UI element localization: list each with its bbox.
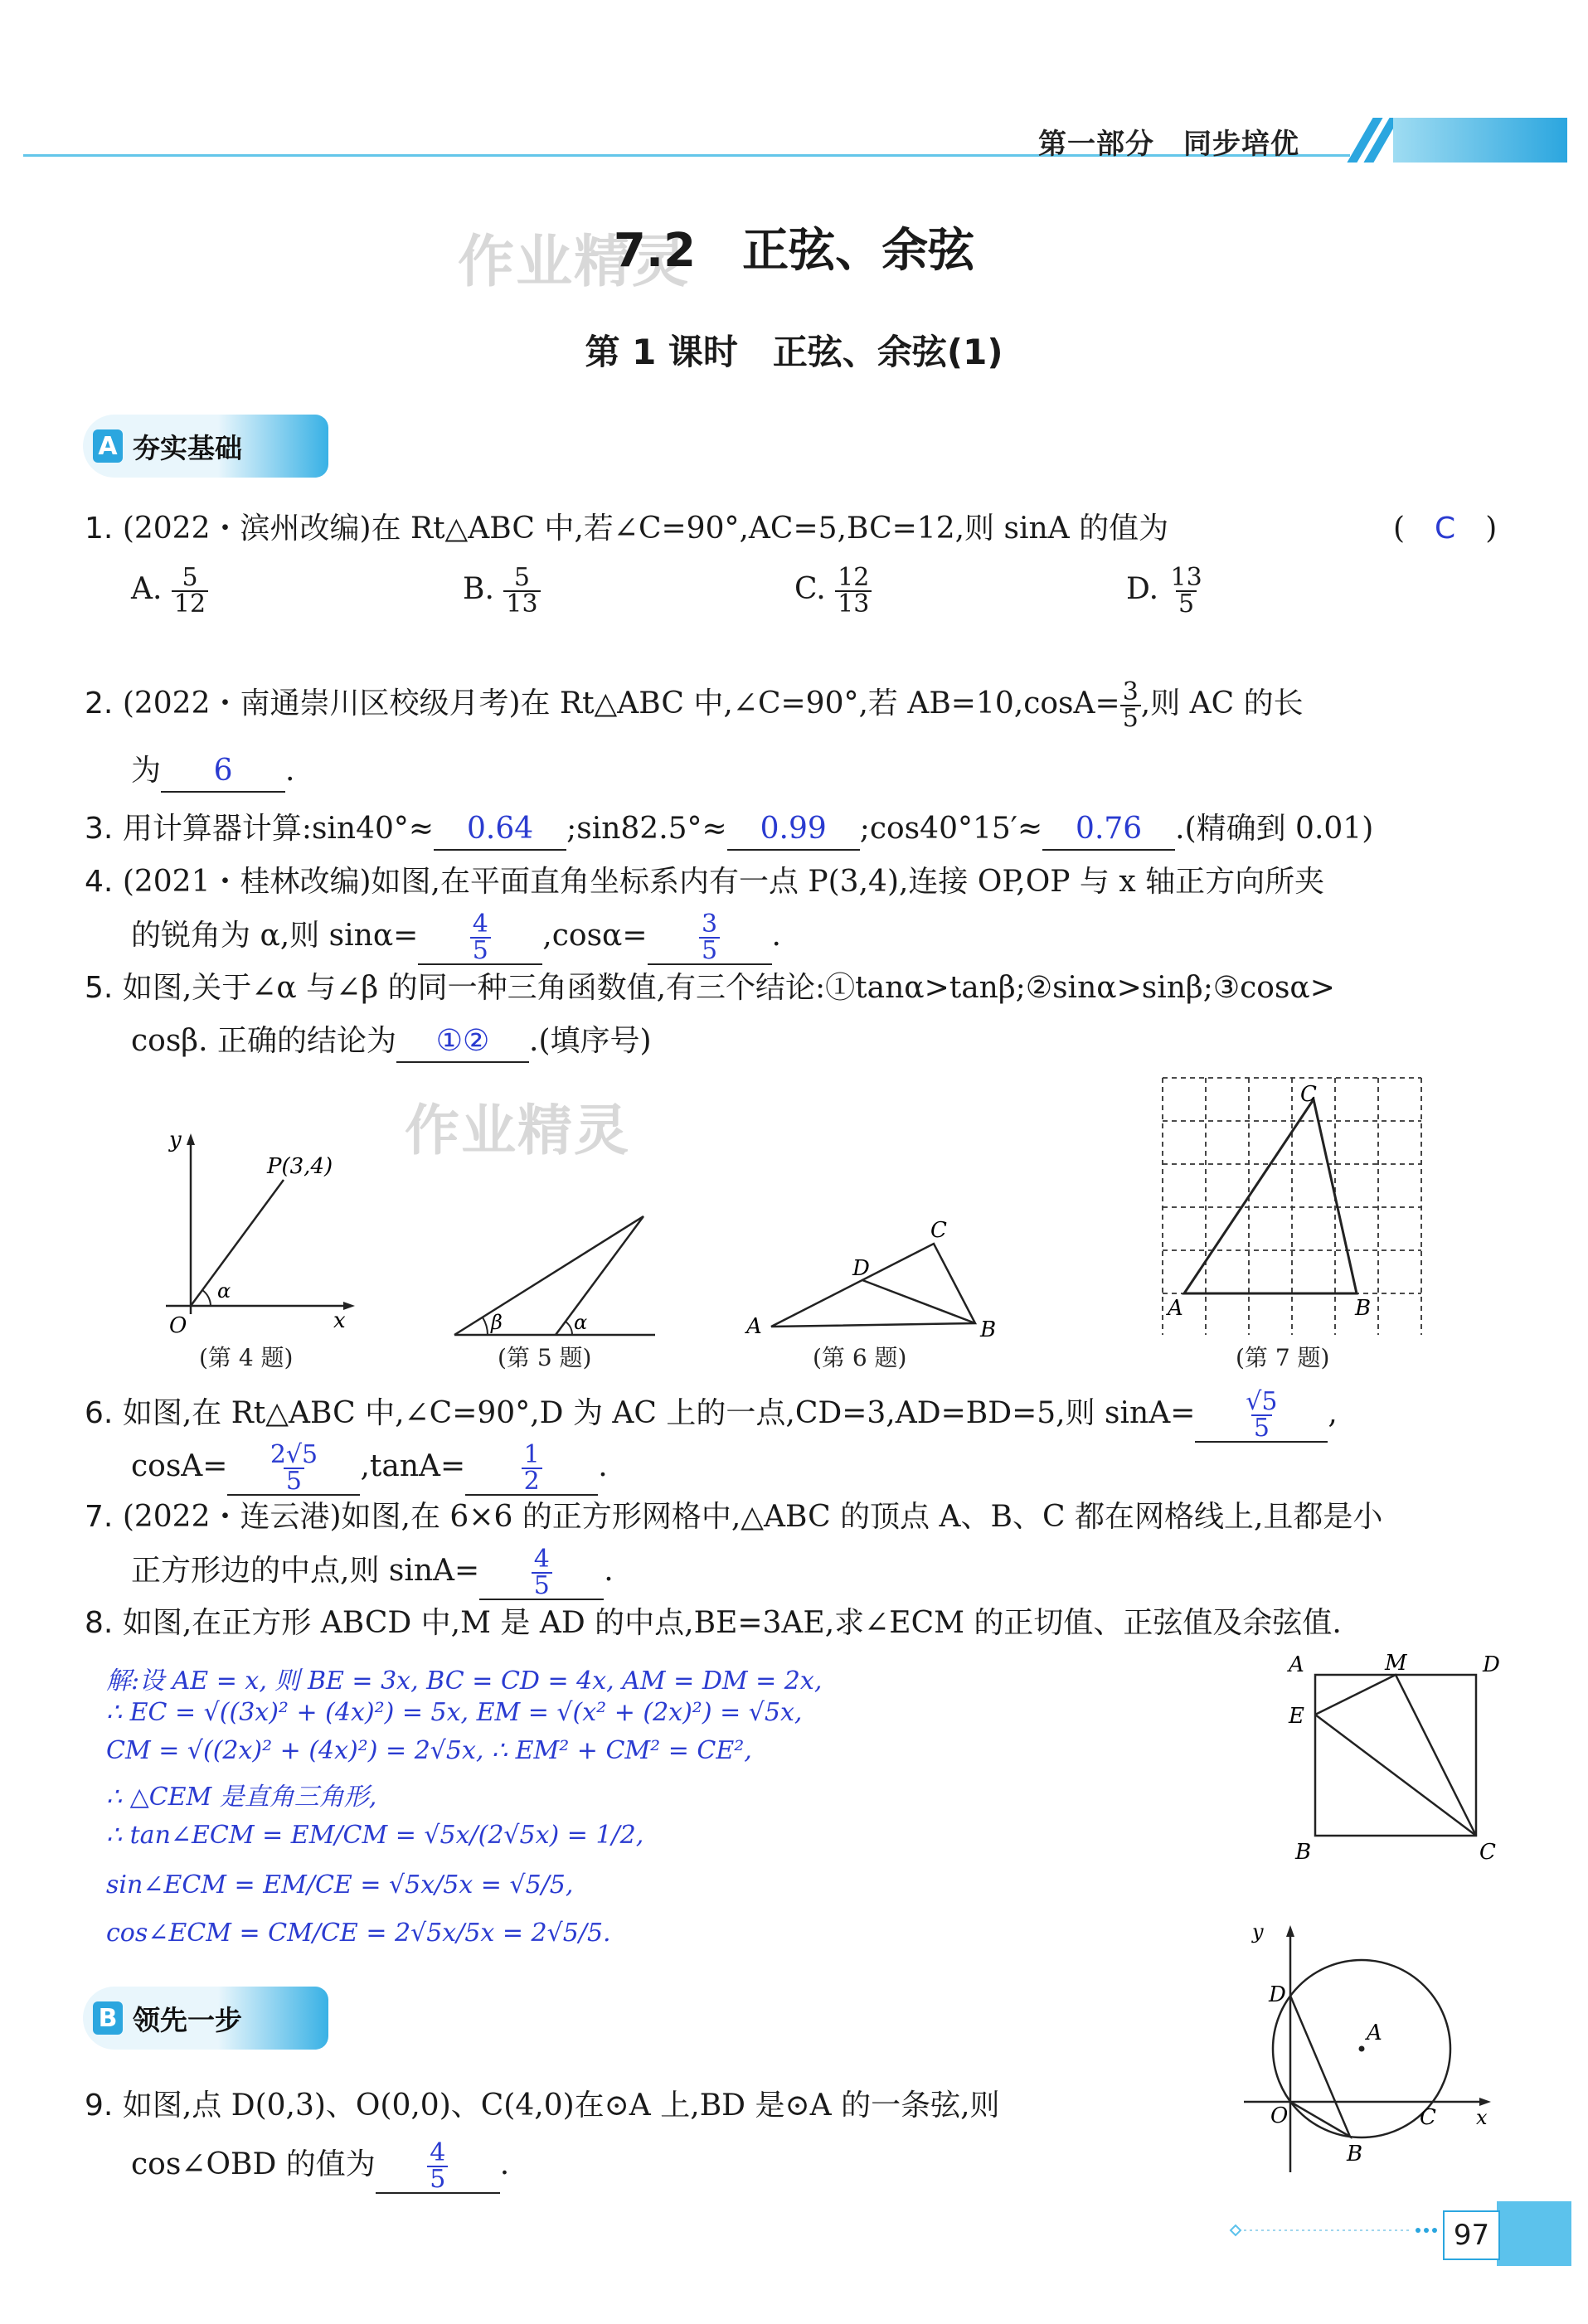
fig6-label-a: A <box>746 1314 762 1339</box>
fig9-label-y: y <box>1252 1920 1264 1943</box>
fig8-label-a: A <box>1289 1652 1304 1677</box>
fig9-label-c: C <box>1420 2105 1436 2130</box>
header-title: 第一部分 同步培优 <box>1038 128 1299 161</box>
figure-5 <box>448 1206 663 1343</box>
fig4-label-x: x <box>333 1308 346 1333</box>
fig4-label-o: O <box>169 1313 187 1335</box>
fig7-label-c: C <box>1300 1082 1317 1107</box>
q1-option-d: D. $\frac{13}{5}$ <box>1126 563 1202 619</box>
section-a-badge <box>83 415 328 478</box>
question-7: 7. (2022・连云港)如图,在 6×6 的正方形网格中,△ABC 的顶点 A、B、C 都在网格线上,且都是小 <box>85 1500 1383 1534</box>
question-8: 8. 如图,在正方形 ABCD 中,M 是 AD 的中点,BE=3AE,求∠ECM 的正切值、正弦值及余弦值. <box>85 1606 1342 1640</box>
fig6-label-c: C <box>930 1218 947 1243</box>
question-7-line2: 正方形边的中点,则 sinA= $\frac{4}{5}$ . <box>131 1545 614 1600</box>
question-3-answer-1: 0.64 <box>434 809 566 851</box>
q1-option-a: A. $\frac{5}{12}$ <box>131 565 208 617</box>
question-5-line2: cosβ. 正确的结论为 ①② .(填序号) <box>131 1021 652 1063</box>
question-2-line2: 为 6 . <box>131 751 294 793</box>
section-a-letter: A <box>93 429 123 463</box>
fig7-label-a: A <box>1168 1296 1183 1321</box>
fig9-label-a: A <box>1367 2021 1382 2045</box>
question-4-line2: 的锐角为 α,则 sinα= $\frac{4}{5}$ ,cosα= $\frac{3}{5}$ . <box>131 910 781 965</box>
fig7-grid <box>1163 1078 1421 1335</box>
solution-line-2: ∴ EC = √((3x)² + (4x)²) = 5x, EM = √(x² + (2x)²) = √5x, <box>106 1698 803 1727</box>
footer-dotted-line <box>1227 2222 1443 2239</box>
question-4: 4. (2021・桂林改编)如图,在平面直角坐标系内有一点 P(3,4),连接 OP,OP 与 x 轴正方向所夹 <box>85 865 1325 899</box>
caption-fig5: (第 5 题) <box>498 1344 592 1371</box>
fig8-square <box>1315 1675 1476 1836</box>
caption-fig6: (第 6 题) <box>813 1344 907 1371</box>
solution-line-3: CM = √((2x)² + (4x)²) = 2√5x, ∴ EM² + CM² = CE², <box>106 1736 752 1765</box>
fig9-label-x: x <box>1476 2106 1488 2129</box>
solution-line-1: 解:设 AE = x, 则 BE = 3x, BC = CD = 4x, AM = DM = 2x, <box>106 1667 823 1696</box>
question-9: 9. 如图,点 D(0,3)、O(0,0)、C(4,0)在⊙A 上,BD 是⊙A 的一条弦,则 <box>85 2089 1000 2123</box>
fig9-y-arrow <box>1286 1925 1294 1937</box>
fig7-label-b: B <box>1355 1296 1372 1321</box>
question-6-line2: cosA= $\frac{2√5}{5}$ ,tanA= $\frac{1}{2}$ . <box>131 1440 608 1496</box>
fig4-label-alpha: α <box>217 1279 231 1303</box>
chapter-title: 7.2 正弦、余弦 <box>613 224 975 278</box>
question-6: 6. 如图,在 Rt△ABC 中,∠C=90°,D 为 AC 上的一点,CD=3,AD=BD=5,则 sinA= $\frac{√5}{5}$ , <box>85 1387 1338 1443</box>
fig5-label-alpha: α <box>574 1311 588 1334</box>
question-2: 2. (2022・南通崇川区校级月考)在 Rt△ABC 中,∠C=90°,若 AB=10,cosA= $\frac{3}{5}$ ,则 AC 的长 <box>85 677 1304 733</box>
fig8-label-d: D <box>1483 1652 1500 1677</box>
question-9-line2: cos∠OBD 的值为 $\frac{4}{5}$ . <box>131 2138 510 2194</box>
solution-line-6: sin∠ECM = EM/CE = √5x/5x = √5/5, <box>106 1870 574 1899</box>
fig8-label-b: B <box>1295 1840 1312 1865</box>
fig5-label-beta: β <box>491 1311 503 1334</box>
fig4-ray-op <box>191 1180 284 1306</box>
section-a-title: 夯实基础 <box>133 431 242 464</box>
fig8-triangle-emc <box>1315 1675 1476 1836</box>
question-3-answer-3: 0.76 <box>1042 809 1175 851</box>
page-number: 97 <box>1443 2210 1500 2260</box>
section-b-letter: B <box>93 2001 123 2035</box>
figure-4 <box>149 1123 373 1335</box>
header-band <box>1393 118 1567 163</box>
section-b-title: 领先一步 <box>133 2003 242 2036</box>
caption-fig7: (第 7 题) <box>1236 1344 1330 1371</box>
fig9-x-arrow <box>1479 2098 1491 2106</box>
fig8-label-m: M <box>1385 1651 1407 1676</box>
fig4-angle-arc <box>202 1290 211 1306</box>
question-2-answer: 6 <box>161 751 285 793</box>
fig4-label-y: y <box>169 1128 182 1152</box>
fig4-y-arrow <box>187 1133 195 1145</box>
figure-6 <box>738 1211 1003 1343</box>
fig9-chord-bd <box>1290 1996 1350 2137</box>
figure-8 <box>1277 1650 1509 1866</box>
watermark: 作业精灵 <box>458 230 691 295</box>
footer-band <box>1497 2201 1571 2266</box>
fig7-triangle <box>1184 1099 1357 1293</box>
question-3-answer-2: 0.99 <box>727 809 860 851</box>
figure-7 <box>1154 1070 1436 1335</box>
fig6-segment-bd <box>862 1280 975 1323</box>
section-b-badge <box>83 1987 328 2050</box>
lesson-title: 第 1 课时 正弦、余弦(1) <box>585 332 1003 372</box>
question-1-answer: C <box>1435 512 1456 546</box>
fig6-label-d: D <box>852 1256 870 1281</box>
fig8-label-e: E <box>1289 1704 1304 1729</box>
figure-9 <box>1236 1915 1501 2181</box>
caption-fig4: (第 4 题) <box>199 1344 294 1371</box>
fig5-long-side <box>454 1216 643 1335</box>
q1-option-b: B. $\frac{5}{13}$ <box>463 565 541 617</box>
question-1-answer-bracket: ( C ) <box>1393 512 1498 546</box>
fig9-label-d: D <box>1269 1982 1286 2007</box>
q1-option-c: C. $\frac{12}{13}$ <box>794 565 872 617</box>
fig9-center-point <box>1359 2046 1365 2052</box>
solution-line-4: ∴ △CEM 是直角三角形, <box>106 1783 377 1812</box>
fig5-alpha-arc <box>566 1322 572 1335</box>
fig5-short-side <box>556 1216 643 1335</box>
question-1: 1. (2022・滨州改编)在 Rt△ABC 中,若∠C=90°,AC=5,BC=12,则 sinA 的值为 <box>85 512 1169 546</box>
fig8-label-c: C <box>1479 1840 1496 1865</box>
watermark-2: 作业精灵 <box>405 1099 630 1162</box>
question-3: 3. 用计算器计算:sin40°≈ 0.64 ;sin82.5°≈ 0.99 ;cos40°15′≈ 0.76 .(精确到 0.01) <box>85 809 1373 851</box>
question-5-answer: ①② <box>396 1021 529 1063</box>
fig6-label-b: B <box>980 1317 997 1342</box>
fig5-beta-arc <box>483 1317 488 1335</box>
fig9-label-b: B <box>1347 2142 1363 2166</box>
solution-line-5: ∴ tan∠ECM = EM/CM = √5x/(2√5x) = 1/2, <box>106 1821 644 1850</box>
question-5: 5. 如图,关于∠α 与∠β 的同一种三角函数值,有三个结论:①tanα>tanβ;②sinα>sinβ;③cosα> <box>85 971 1335 1005</box>
fig4-label-p: P(3,4) <box>267 1154 333 1179</box>
fig9-label-o: O <box>1270 2103 1289 2128</box>
solution-line-7: cos∠ECM = CM/CE = 2√5x/5x = 2√5/5. <box>106 1919 611 1948</box>
